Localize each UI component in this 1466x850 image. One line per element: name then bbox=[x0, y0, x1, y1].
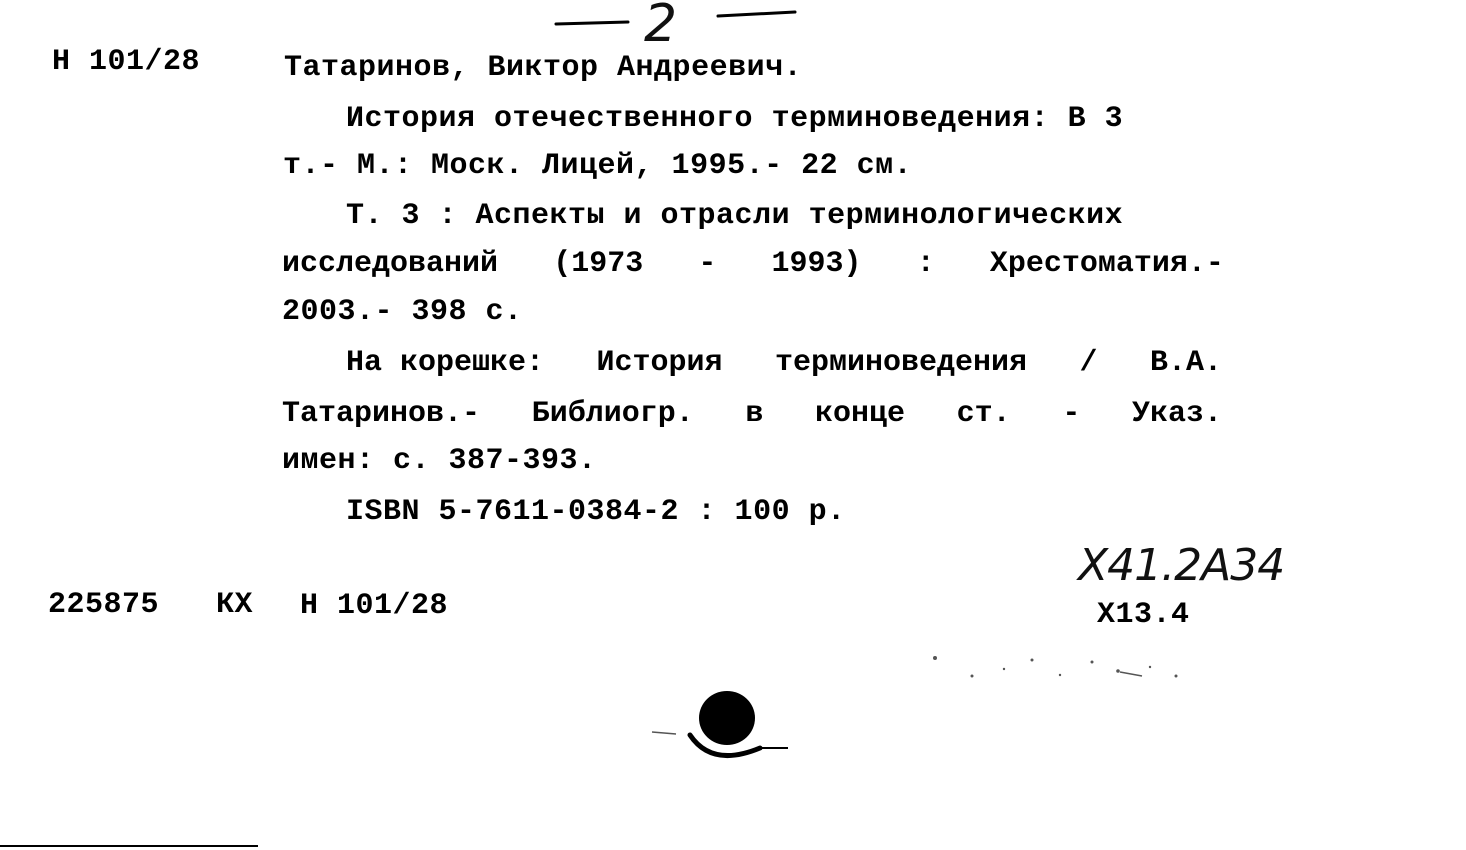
page-mark-dash-left bbox=[556, 22, 628, 24]
volume-word: : bbox=[916, 247, 935, 281]
volume-word: Хрестоматия.- bbox=[989, 247, 1224, 281]
title-line-1: История отечественного терминоведения: В 3 bbox=[346, 102, 1124, 136]
volume-word: исследований bbox=[282, 247, 499, 281]
note-line-2 bbox=[282, 399, 1222, 429]
note-line-1 bbox=[346, 348, 1222, 378]
classification-typed: Х13.4 bbox=[1097, 598, 1190, 632]
note-word: Библиогр. bbox=[531, 397, 694, 431]
note-word: - bbox=[1062, 397, 1081, 431]
shelf-mark-top: Н 101/28 bbox=[52, 45, 201, 79]
note-word: терминоведения bbox=[774, 346, 1028, 380]
note-word: конце bbox=[815, 397, 906, 431]
note-word: / bbox=[1079, 346, 1098, 380]
note-word: Татаринов.- bbox=[282, 397, 481, 431]
classification-handwritten: Х41.2А34 bbox=[1078, 540, 1285, 591]
note-word: Указ. bbox=[1131, 397, 1222, 431]
title-line-2: т.- М.: Моск. Лицей, 1995.- 22 см. bbox=[283, 149, 913, 183]
shelf-mark-bottom: Н 101/28 bbox=[300, 589, 449, 623]
author-heading: Татаринов, Виктор Андреевич. bbox=[284, 51, 803, 85]
volume-line-2 bbox=[282, 249, 1224, 279]
volume-word: - bbox=[698, 247, 717, 281]
volume-word: 1993) bbox=[771, 247, 862, 281]
page-mark-handwritten: 2 bbox=[644, 0, 678, 54]
isbn-line: ISBN 5-7611-0384-2 : 100 р. bbox=[346, 495, 846, 529]
volume-line-3: 2003.- 398 с. bbox=[282, 295, 523, 329]
note-word: История bbox=[596, 346, 723, 380]
page-mark-dash-right bbox=[718, 12, 795, 16]
volume-line-1: Т. 3 : Аспекты и отрасли терминологических bbox=[346, 199, 1124, 233]
inventory-number: 225875 bbox=[48, 588, 160, 622]
note-word: в bbox=[745, 397, 764, 431]
note-word: В.А. bbox=[1149, 346, 1222, 380]
punch-hole-mark bbox=[652, 691, 788, 756]
note-line-3: имен: с. 387-393. bbox=[282, 444, 597, 478]
note-word: ст. bbox=[956, 397, 1011, 431]
volume-word: (1973 bbox=[553, 247, 644, 281]
department-code: КХ bbox=[216, 588, 254, 622]
note-word: На корешке: bbox=[346, 346, 545, 380]
stamp-smudge bbox=[933, 656, 1178, 678]
